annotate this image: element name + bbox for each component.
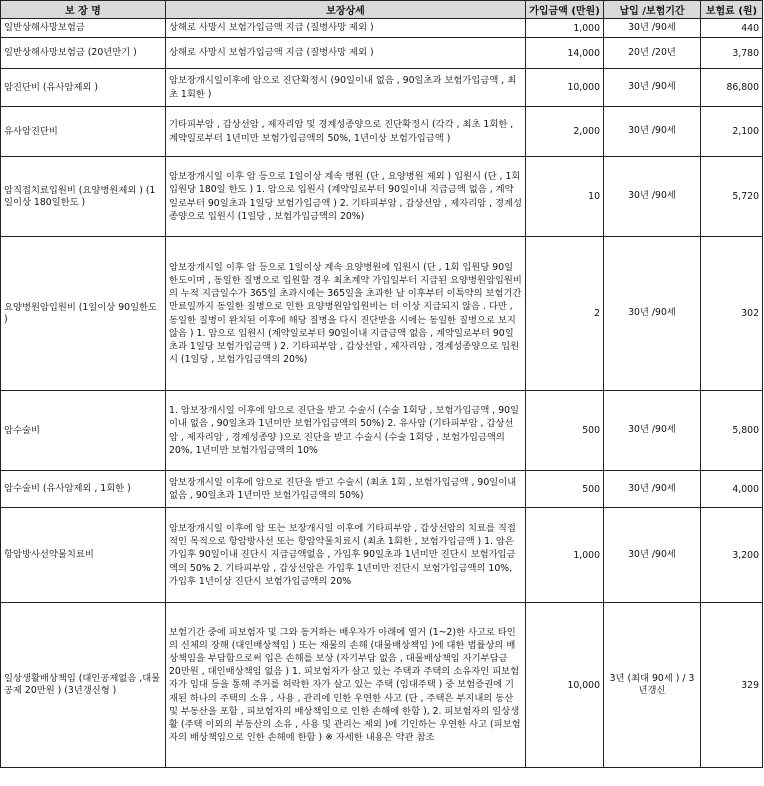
header-payment-period: 납입 /보험기간: [604, 1, 701, 19]
payment-period: 3년 (최대 90세 ) / 3년갱신: [604, 603, 701, 768]
header-coverage-detail: 보장상세: [166, 1, 526, 19]
insured-amount: 10: [526, 157, 604, 237]
insured-amount: 14,000: [526, 38, 604, 69]
premium: 2,100: [701, 107, 763, 157]
payment-period: 30년 /90세: [604, 237, 701, 391]
coverage-detail: 상해로 사망시 보험가입금액 지급 (질병사망 제외 ): [166, 19, 526, 38]
payment-period: 30년 /90세: [604, 107, 701, 157]
table-row: [1, 107, 763, 157]
coverage-detail: 상해로 사망시 보험가입금액 지급 (질병사망 제외 ): [166, 38, 526, 69]
coverage-detail: 암보장개시일 이후 암 등으로 1일이상 계속 요양병원에 입원시 (단 , 1회 입원당 90일한도이며 , 동일한 질병으로 입원할 경우 최초계약 가입일부터 지급된 요양병원암입원비의 누적 지급일수가 365일 초과시에는 365일을 초과한 날 이후부터 이특약의 보험기간 만료일까지 동일한 질병으로 인한 요양병원암입원비는 더 이상 지급되지 않음 . 다만 , 동일한 질병이 완치된 이후에 해당 질병을 다시 진단받을 시에는 동일한 질병으로 보지 않음 ) 1. 암으로 입원시 (계약일로부터 90일이내 지급금액 없음 , 계약일로부터 90일초과 1일당 보험가입금액 ) 2. 기타피부암 , 갑상선암 , 제자리암 , 경계성종양으로 입원시 (1일당 , 보험가입금액의 20%): [166, 237, 526, 391]
coverage-name: 일반상해사망보험금 (20년만기 ): [1, 38, 166, 69]
coverage-name: 일상생활배상책임 (대인공제없음 ,대물공제 20만원 ) (3년갱신형 ): [1, 603, 166, 768]
coverage-detail: 기타피부암 , 갑상선암 , 제자리암 및 경계성종양으로 진단확정시 (각각 , 최초 1회한 , 계약일로부터 1년미만 보험가입금액의 50%, 1년이상 보험가입금액 ): [166, 107, 526, 157]
coverage-name: 일반상해사망보험금: [1, 19, 166, 38]
coverage-detail: 암보장개시일 이후 암 등으로 1일이상 계속 병원 (단 , 요양병원 제외 ) 입원시 (단 , 1회 입원당 180일 한도 ) 1. 암으로 입원시 (계약일로부터 90일이내 지급금액 없음 , 계약일로부터 90일초과 1일당 보험가입금액 ) 2. 기타피부암 , 갑상선암 , 제자리암 , 경계성종양으로 입원시 (1일당 , 보험가입금액의 20%): [166, 157, 526, 237]
table-row: [1, 508, 763, 603]
insured-amount: 1,000: [526, 508, 604, 603]
table-row: [1, 237, 763, 391]
table-row: [1, 19, 763, 38]
coverage-name: 암직접치료입원비 (요양병원제외 ) (1일이상 180일한도 ): [1, 157, 166, 237]
coverage-detail: 1. 암보장개시일 이후에 암으로 진단을 받고 수술시 (수술 1회당 , 보험가입금액 , 90일이내 없음 , 90일초과 1년미만 보험가입금액의 50%) 2. 유사암 (기타피부암 , 갑상선암 , 제자리암 , 경계성종양 )으로 진단을 받고 수술시 (수술 1회당 , 보험가입금액의 20%, 1년미만 보험가입금액의 10%: [166, 391, 526, 471]
coverage-name: 항암방사선약물치료비: [1, 508, 166, 603]
premium: 3,200: [701, 508, 763, 603]
payment-period: 30년 /90세: [604, 69, 701, 107]
premium: 329: [701, 603, 763, 768]
premium: 5,720: [701, 157, 763, 237]
payment-period: 30년 /90세: [604, 508, 701, 603]
coverage-name: 요양병원암입원비 (1일이상 90일한도 ): [1, 237, 166, 391]
table-row: [1, 391, 763, 471]
coverage-name: 유사암진단비: [1, 107, 166, 157]
insured-amount: 10,000: [526, 69, 604, 107]
coverage-detail: 암보장개시일 이후에 암 또는 보장개시일 이후에 기타피부암 , 갑상선암의 치료를 직접적인 목적으로 항암방사선 또는 항암약물치료시 (최초 1회한 , 보험가입금액 ) 1. 암은 가입후 90일이내 진단시 지급금액없음 , 가입후 90일초과 1년미만 진단시 보험가입금액의 50% 2. 기타피부암 , 갑상선암은 가입후 1년미만 진단시 보험가입금액의 10%, 가입후 1년이상 진단시 보험가입금액의 20%: [166, 508, 526, 603]
header-row: [1, 1, 763, 19]
insured-amount: 2: [526, 237, 604, 391]
insured-amount: 500: [526, 471, 604, 508]
coverage-detail: 보험기간 중에 피보험자 및 그와 동거하는 배우자가 아래에 열거 (1~2)한 사고로 타인의 신체의 장해 (대인배상책임 ) 또는 재물의 손해 (대물배상책임 )에 대한 법률상의 배상책임을 부담함으로써 입은 손해를 보상 (자기부담 없음 , 대물배상책임 자기부담금 20만원 , 대인배상책임 없음 ) 1. 피보험자가 살고 있는 주택과 주택의 소유자인 피보험자가 임대 등을 통해 주거를 허락한 자가 살고 있는 주택 (임대주택 ) 중 보험증권에 기재된 하나의 주택의 소유 , 사용 , 관리에 인한 우연한 사고 (단 , 주택은 부지내의 동산 및 부동산을 포함 , 피보험자의 배상책임으로 인한 손해에 한함 ), 2. 피보험자의 일상생활 (주택 이외의 부동산의 소유 , 사용 및 관리는 제외 )에 기인하는 우연한 사고 (피보험자의 배상책임으로 인한 손해에 한함 ) ※ 자세한 내용은 약관 참조: [166, 603, 526, 768]
premium: 302: [701, 237, 763, 391]
insured-amount: 10,000: [526, 603, 604, 768]
payment-period: 20년 /20년: [604, 38, 701, 69]
premium: 440: [701, 19, 763, 38]
insured-amount: 500: [526, 391, 604, 471]
premium: 4,000: [701, 471, 763, 508]
insured-amount: 2,000: [526, 107, 604, 157]
payment-period: 30년 /90세: [604, 391, 701, 471]
header-coverage-name: 보 장 명: [1, 1, 166, 19]
coverage-name: 암수술비 (유사암제외 , 1회한 ): [1, 471, 166, 508]
insured-amount: 1,000: [526, 19, 604, 38]
table-row: [1, 69, 763, 107]
payment-period: 30년 /90세: [604, 19, 701, 38]
premium: 3,780: [701, 38, 763, 69]
coverage-name: 암진단비 (유사암제외 ): [1, 69, 166, 107]
header-premium: 보험료 (원): [701, 1, 763, 19]
table-row: [1, 603, 763, 768]
table-row: [1, 157, 763, 237]
coverage-name: 암수술비: [1, 391, 166, 471]
header-insured-amount: 가입금액 (만원): [526, 1, 604, 19]
payment-period: 30년 /90세: [604, 157, 701, 237]
premium: 5,800: [701, 391, 763, 471]
coverage-detail: 암보장개시일 이후에 암으로 진단을 받고 수술시 (최초 1회 , 보험가입금액 , 90일이내 없음 , 90일초과 1년미만 보험가입금액의 50%): [166, 471, 526, 508]
payment-period: 30년 /90세: [604, 471, 701, 508]
table-row: [1, 38, 763, 69]
table-row: [1, 471, 763, 508]
premium: 86,800: [701, 69, 763, 107]
coverage-detail: 암보장개시일이후에 암으로 진단확정시 (90일이내 없음 , 90일초과 보험가입금액 , 최초 1회한 ): [166, 69, 526, 107]
